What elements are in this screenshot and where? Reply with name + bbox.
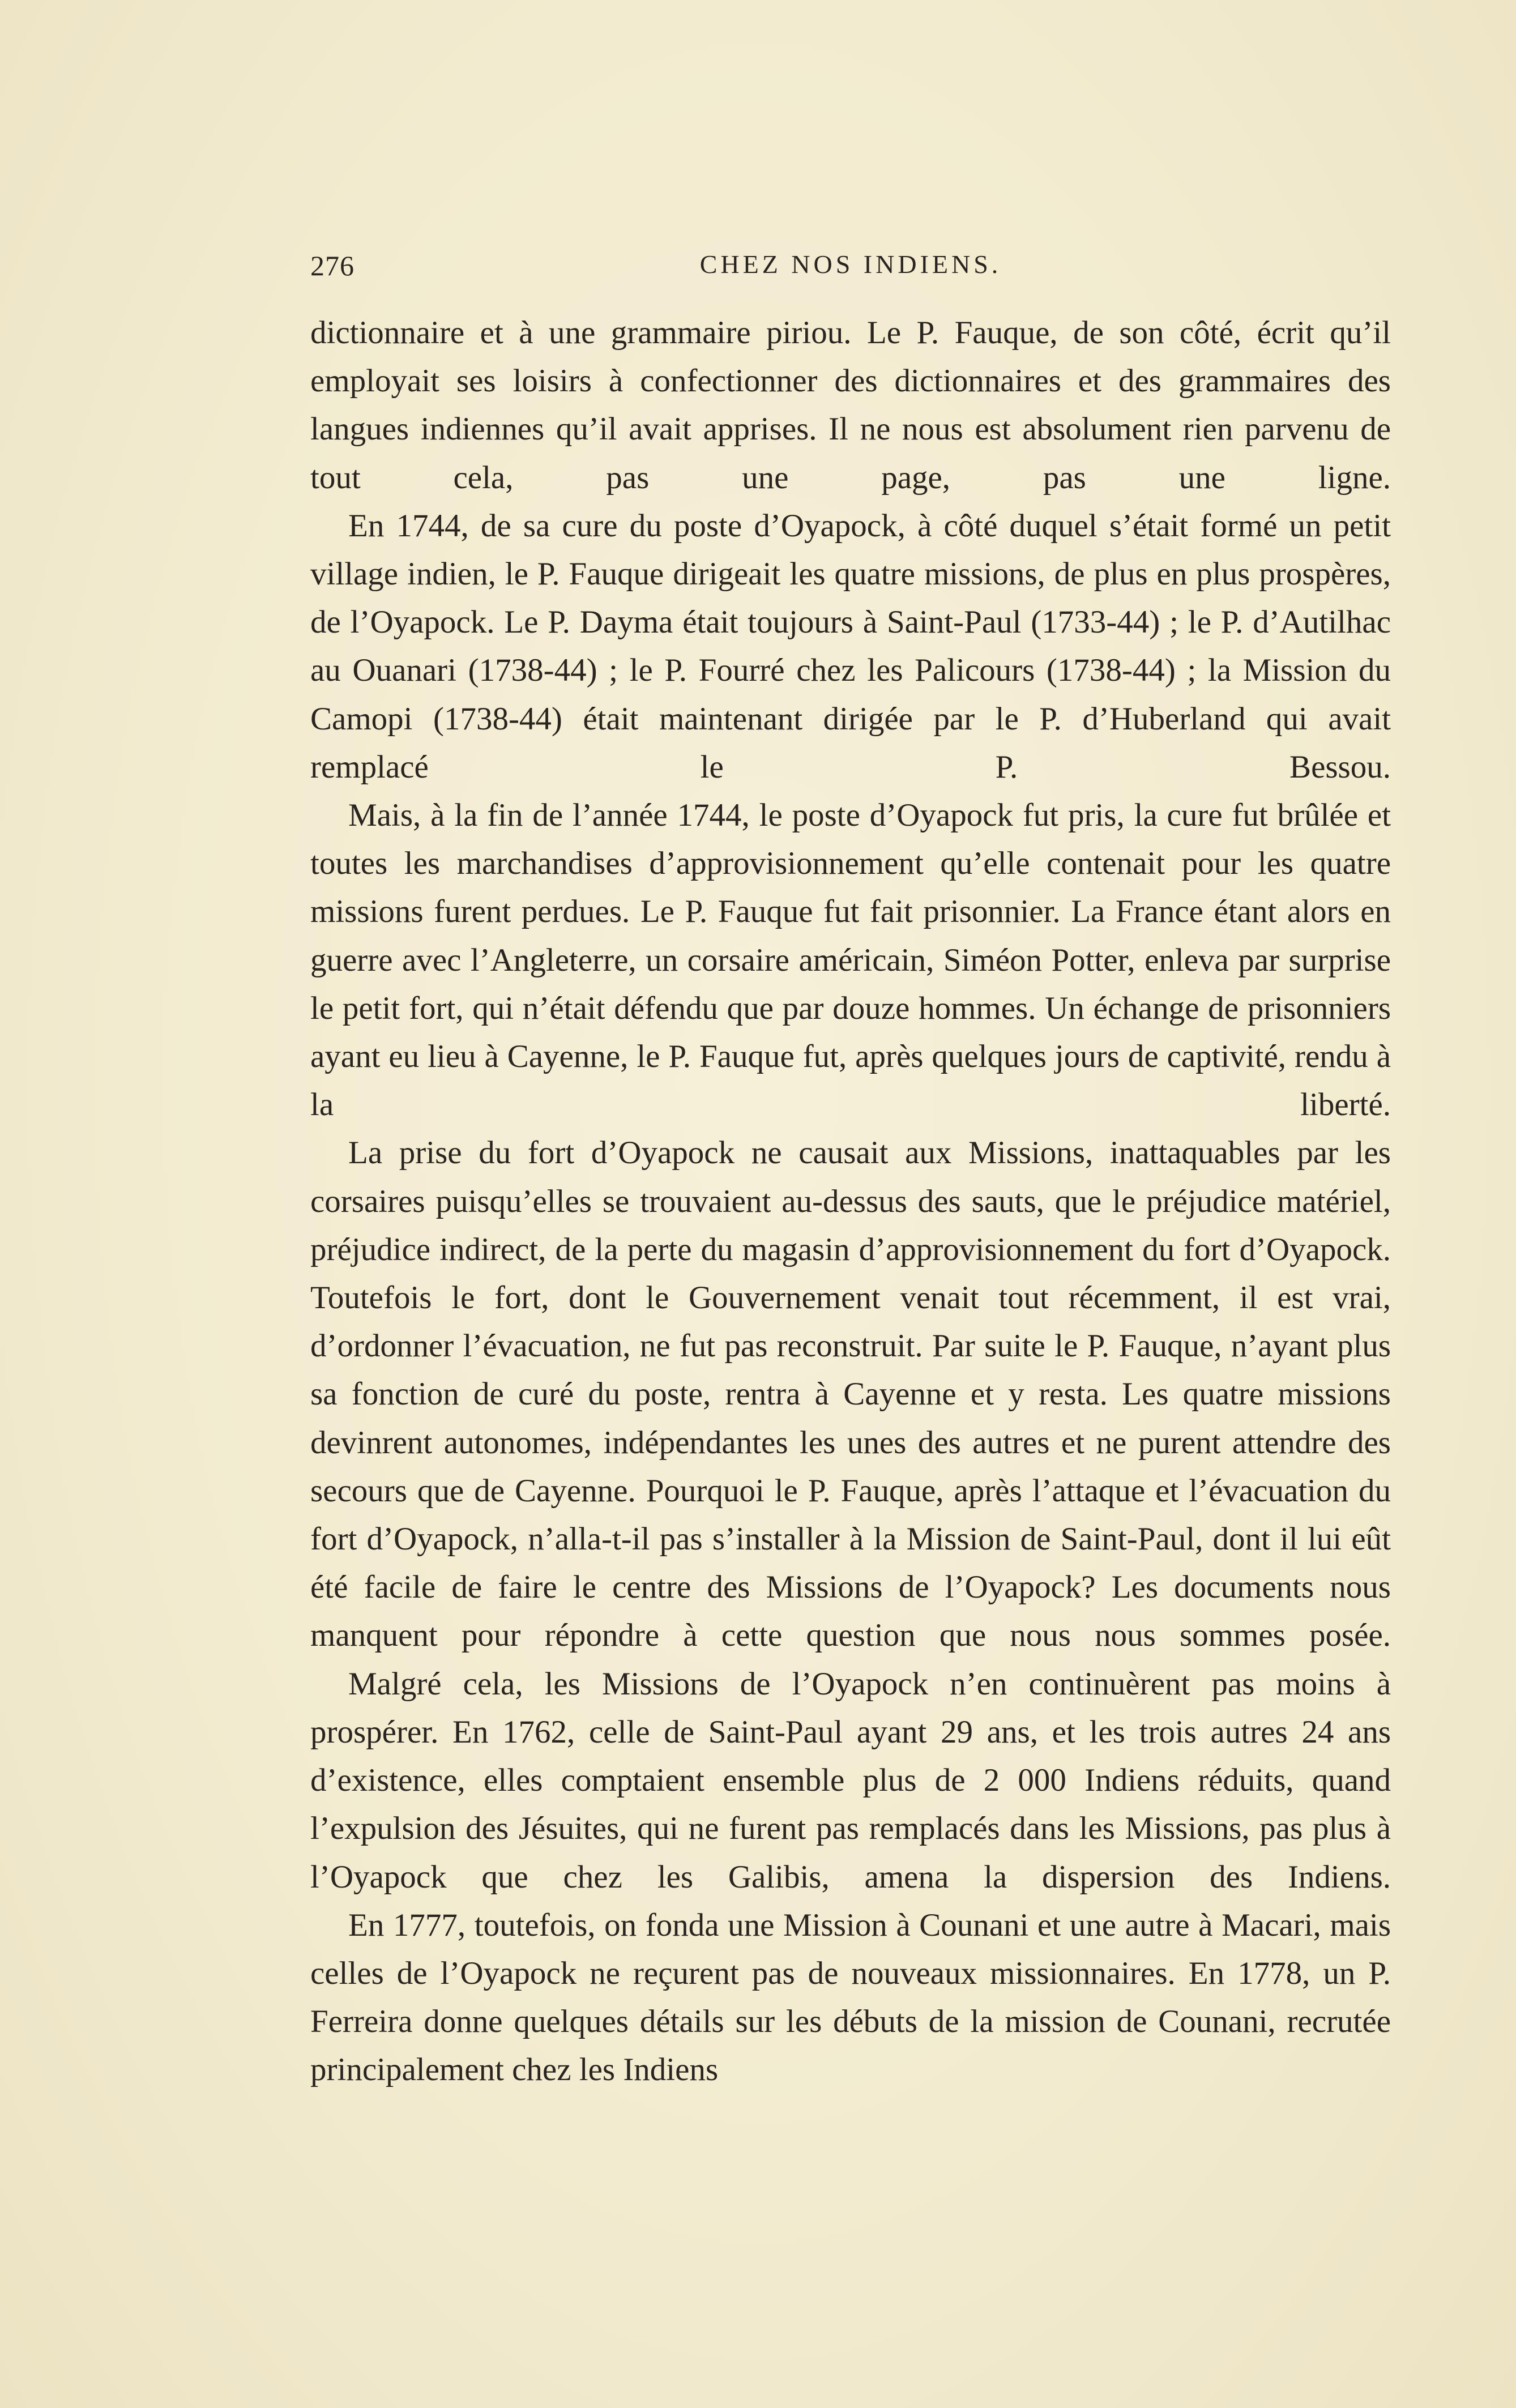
paragraph: En 1744, de sa cure du poste d’Oyapock, à côté duquel s’était formé un petit village indien, le P. Fauque dirigeait les quatre missions, de plus en plus prospères, de l’Oyapock. Le P. Dayma était toujours à Saint-Paul (1733-44) ; le P. d’Autilhac au Ouanari (1738-44) ; le P. Fourré chez les Palicours (1738-44) ; la Mission du Camopi (1738-44) était maintenant dirigée par le P. d’Huberland qui avait remplacé le P. Bessou. — [310, 507, 1391, 785]
paragraph: La prise du fort d’Oyapock ne causait aux Missions, inattaquables par les corsaires puisqu’elles se trouvaient au-dessus des sauts, que le préjudice matériel, préjudice indirect, de la perte du magasin d’approvisionnement du fort d’Oyapock. Toutefois le fort, dont le Gouvernement venait tout récemment, il est vrai, d’ordonner l’évacuation, ne fut pas reconstruit. Par suite le P. Fauque, n’ayant plus sa fonction de curé du poste, rentra à Cayenne et y resta. Les quatre missions devinrent autonomes, indépendantes les unes des autres et ne purent attendre des secours que de Cayenne. Pourquoi le P. Fauque, après l’attaque et l’évacuation du fort d’Oyapock, n’alla-t-il pas s’installer à la Mission de Saint-Paul, dont il lui eût été facile de faire le centre des Missions de l’Oyapock? Les documents nous manquent pour répondre à cette question que nous nous sommes posée. — [310, 1135, 1391, 1654]
page-number: 276 — [310, 250, 355, 281]
body-text — [310, 309, 1391, 2094]
paragraph: dictionnaire et à une grammaire piriou. Le P. Fauque, de son côté, écrit qu’il employait ses loisirs à confectionner des dictionnaires et des grammaires des langues indiennes qu’il avait apprises. Il ne nous est absolument rien parvenu de tout cela, pas une page, pas une ligne. — [310, 315, 1391, 496]
page-header — [310, 249, 1391, 289]
running-head: CHEZ NOS INDIENS. — [699, 250, 1002, 279]
paragraph: En 1777, toutefois, on fonda une Mission à Counani et une autre à Macari, mais celles de l’Oyapock ne reçurent pas de nouveaux missionnaires. En 1778, un P. Ferreira donne quelques détails sur les débuts de la mission de Counani, recrutée principalement chez les Indiens — [310, 1907, 1391, 2088]
paragraph: Malgré cela, les Missions de l’Oyapock n’en continuèrent pas moins à prospérer. En 1762, celle de Saint-Paul ayant 29 ans, et les trois autres 24 ans d’existence, elles comptaient ensemble plus de 2 000 Indiens réduits, quand l’expulsion des Jésuites, qui ne furent pas remplacés dans les Missions, pas plus à l’Oyapock que chez les Galibis, amena la dispersion des Indiens. — [310, 1666, 1391, 1895]
paragraph: Mais, à la fin de l’année 1744, le poste d’Oyapock fut pris, la cure fut brûlée et toutes les marchandises d’approvisionnement qu’elle contenait pour les quatre missions furent perdues. Le P. Fauque fut fait prisonnier. La France étant alors en guerre avec l’Angleterre, un corsaire américain, Siméon Potter, enleva par surprise le petit fort, qui n’était défendu que par douze hommes. Un échange de prisonniers ayant eu lieu à Cayenne, le P. Fauque fut, après quelques jours de captivité, rendu à la liberté. — [310, 797, 1391, 1123]
